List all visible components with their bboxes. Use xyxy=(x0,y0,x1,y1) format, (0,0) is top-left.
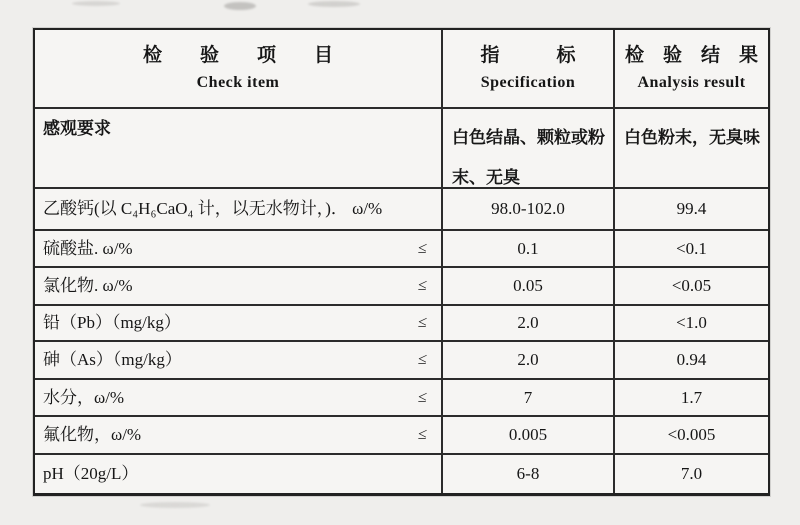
cell-item xyxy=(35,455,443,493)
cell-result: 1.7 xyxy=(615,380,768,417)
cell-item xyxy=(35,189,443,231)
cell-spec: 0.1 xyxy=(443,231,615,268)
scan-smudge xyxy=(72,1,120,6)
cell-item xyxy=(35,417,443,455)
header-analysis-result-en: Analysis result xyxy=(637,73,746,91)
cell-result: <0.005 xyxy=(615,417,768,455)
item-label: 铅（Pb）（mg/kg） xyxy=(43,313,181,333)
header-analysis-result xyxy=(615,30,768,109)
cell-spec: 7 xyxy=(443,380,615,417)
cell-result: 0.94 xyxy=(615,342,768,380)
header-specification xyxy=(443,30,615,109)
cell-spec: 0.005 xyxy=(443,417,615,455)
header-specification-zh: 指 标 xyxy=(480,45,576,67)
limit-symbol: ≤ xyxy=(417,351,428,368)
item-label: pH（20g/L） xyxy=(43,464,139,484)
scan-smudge xyxy=(140,502,210,508)
item-label: 砷（As）（mg/kg） xyxy=(43,350,182,370)
cell-spec: 6-8 xyxy=(443,455,615,493)
scan-smudge xyxy=(224,2,256,10)
cell-result: <0.1 xyxy=(615,231,768,268)
cell-result: 99.4 xyxy=(615,189,768,231)
cell-item xyxy=(35,306,443,342)
cell-spec: 白色结晶、颗粒或粉末、无臭 xyxy=(443,109,615,189)
limit-symbol: ≤ xyxy=(417,277,428,294)
inspection-table xyxy=(33,28,770,496)
header-check-item xyxy=(35,30,443,109)
cell-spec: 0.05 xyxy=(443,268,615,306)
item-label: 氯化物. ω/% xyxy=(43,276,133,296)
cell-item xyxy=(35,380,443,417)
scan-smudge xyxy=(308,1,360,7)
limit-symbol: ≤ xyxy=(417,388,428,406)
cell-result: <0.05 xyxy=(615,268,768,306)
item-label: 乙酸钙(以 C₄H₆CaO₄ 计，以无水物计，)． ω/% xyxy=(43,199,383,219)
cell-result: 7.0 xyxy=(680,464,703,484)
cell-spec: 98.0-102.0 xyxy=(443,189,615,231)
cell-item xyxy=(35,268,443,306)
item-label: 水分，ω/% xyxy=(43,387,125,407)
header-specification-en: Specification xyxy=(480,73,576,91)
limit-symbol: ≤ xyxy=(417,426,428,443)
cell-spec: 2.0 xyxy=(443,342,615,380)
item-label: 感观要求 xyxy=(43,119,111,138)
item-label: 氟化物，ω/% xyxy=(43,425,142,445)
header-check-item-en: Check item xyxy=(196,73,280,91)
header-analysis-result-zh: 检 验 结 果 xyxy=(624,45,758,67)
limit-symbol: ≤ xyxy=(417,239,428,257)
cell-item xyxy=(35,231,443,268)
item-label: 硫酸盐. ω/% xyxy=(43,238,133,258)
cell-item xyxy=(35,109,443,189)
cell-item xyxy=(35,342,443,380)
header-check-item-zh: 检 验 项 目 xyxy=(142,45,333,67)
limit-symbol: ≤ xyxy=(417,314,428,331)
cell-result: <1.0 xyxy=(615,306,768,342)
cell-spec: 2.0 xyxy=(443,306,615,342)
cell-result: 白色粉末，无臭味 xyxy=(615,109,768,189)
